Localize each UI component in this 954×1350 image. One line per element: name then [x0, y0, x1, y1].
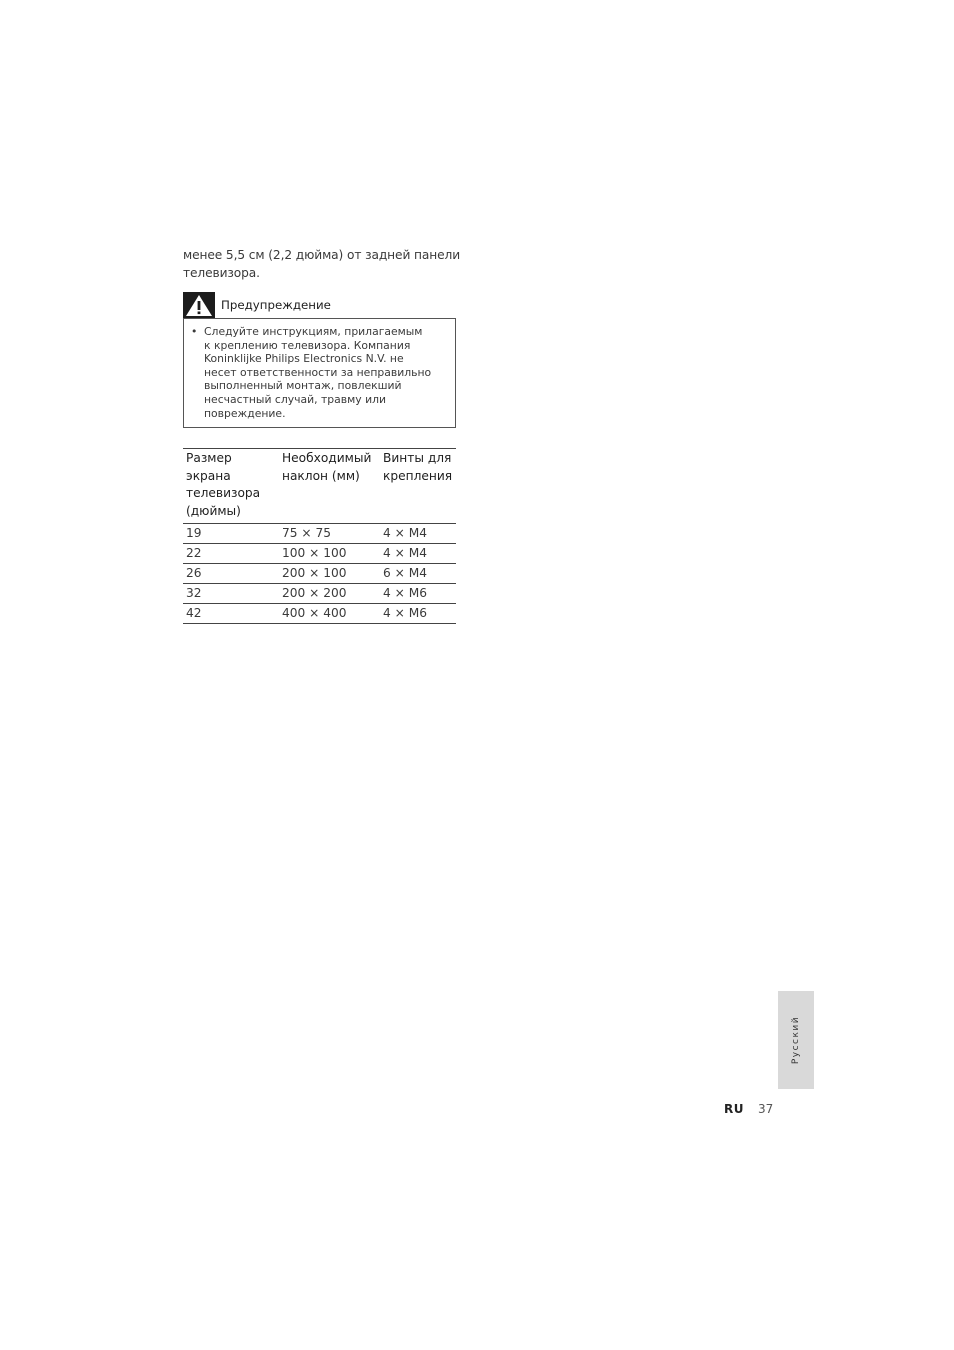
warning-box	[183, 318, 456, 428]
cell-size: 26	[183, 564, 279, 584]
cell-pitch: 400 × 400	[279, 604, 380, 624]
warning-text	[204, 325, 444, 420]
cell-pitch: 200 × 200	[279, 584, 380, 604]
warning-title: Предупреждение	[221, 298, 331, 312]
warning-line: Koninklijke Philips Electronics N.V. не	[204, 352, 404, 366]
warning-icon	[183, 292, 215, 318]
warning-line: Следуйте инструкциям, прилагаемым	[204, 325, 423, 338]
language-tab-label: Русский	[791, 1015, 801, 1065]
header-line: крепления	[383, 468, 453, 483]
footer-language: RU	[724, 1102, 744, 1116]
intro-line: менее 5,5 см (2,2 дюйма) от задней панели	[183, 248, 461, 262]
header-line: Необходимый	[282, 451, 372, 465]
bullet: •	[191, 325, 198, 338]
intro-paragraph	[183, 246, 463, 282]
cell-size: 19	[183, 524, 279, 544]
header-screws	[380, 449, 456, 524]
header-line: наклон (мм)	[282, 468, 360, 483]
header-screen-size	[183, 449, 279, 524]
warning-line: несчастный случай, травму или	[204, 392, 387, 406]
page-number: 37	[757, 1102, 774, 1116]
cell-screws: 4 × M6	[380, 604, 456, 624]
header-line: Винты для	[383, 451, 452, 465]
cell-pitch: 75 × 75	[279, 524, 380, 544]
cell-screws: 4 × M4	[380, 524, 456, 544]
header-line: (дюймы)	[186, 503, 241, 518]
table-row	[183, 584, 456, 604]
header-line: Размер экрана	[186, 451, 232, 483]
table-row	[183, 604, 456, 624]
warning-line: выполненный монтаж, повлекший	[204, 379, 402, 393]
table-row	[183, 524, 456, 544]
header-line: телевизора	[186, 486, 261, 500]
mounting-spec-table	[183, 448, 456, 624]
intro-line: телевизора.	[183, 266, 260, 280]
cell-screws: 4 × M4	[380, 544, 456, 564]
warning-line: повреждение.	[204, 406, 286, 420]
cell-screws: 6 × M4	[380, 564, 456, 584]
cell-pitch: 100 × 100	[279, 544, 380, 564]
warning-header	[183, 292, 456, 318]
page-footer	[724, 1102, 773, 1116]
cell-size: 22	[183, 544, 279, 564]
language-side-tab	[778, 991, 814, 1089]
cell-size: 42	[183, 604, 279, 624]
cell-pitch: 200 × 100	[279, 564, 380, 584]
header-pitch	[279, 449, 380, 524]
table-row	[183, 564, 456, 584]
warning-line: к креплению телевизора. Компания	[204, 338, 411, 352]
table-header-row	[183, 449, 456, 524]
cell-screws: 4 × M6	[380, 584, 456, 604]
cell-size: 32	[183, 584, 279, 604]
table-row	[183, 544, 456, 564]
warning-line: несет ответственности за неправильно	[204, 365, 432, 379]
